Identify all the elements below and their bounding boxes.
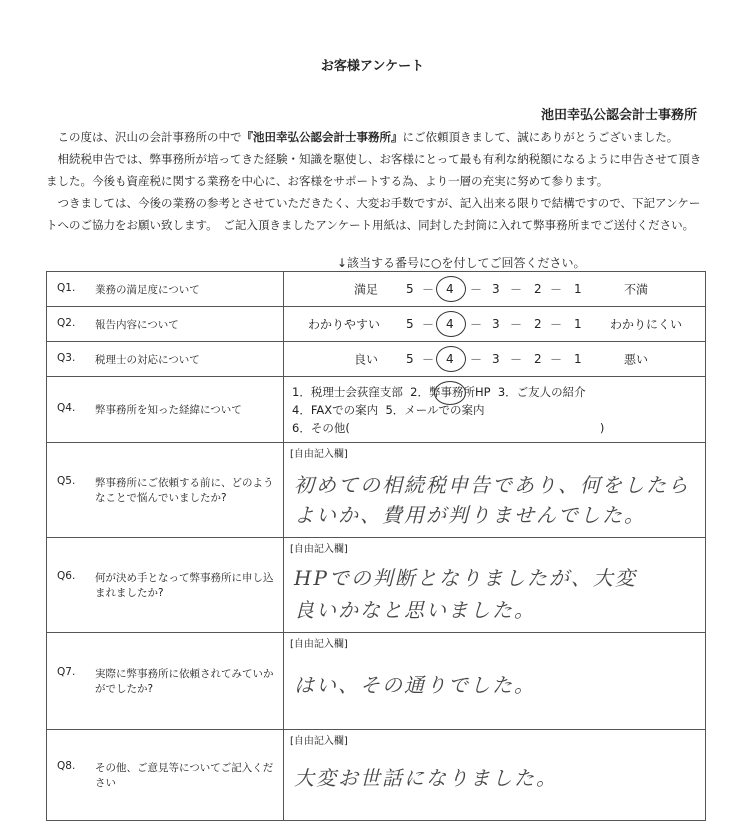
scale-option-3[interactable]: 3 [492,317,500,331]
question-row-q6 [47,538,706,633]
choice-2[interactable]: 2．弊事務所HP [410,384,491,399]
scale-left-label: わかりやすい [308,317,381,332]
question-number: Q6. [57,570,76,582]
question-number: Q2. [57,316,76,329]
scale-option-2[interactable]: 2 [534,317,542,331]
free-entry-label: [自由記入欄] [290,736,348,747]
question-label-q7 [47,633,284,730]
intro-paragraph-3: つきましては、今後の業務の参考とさせていただきたく、大変お手数ですが、記入出来る限りで結構ですので、下記アンケートへのご協力をお願い致します。 ご記入頂きましたアンケート用紙は、同封した封筒に入れて弊事務所までご送付ください。 [46,196,701,232]
answer-circle [434,381,466,405]
scale-option-4[interactable]: 4 [446,317,454,331]
choice-3[interactable]: 3．ご友人の紹介 [497,384,586,399]
scale-option-3[interactable]: 3 [492,352,500,366]
intro-p1-office: 『池田幸弘公認会計士事務所』 [241,130,403,144]
scale-option-4[interactable]: 4 [446,282,454,296]
scale-dash: － [550,317,563,332]
scale-option-4[interactable]: 4 [446,352,454,366]
free-entry-label: [自由記入欄] [290,449,348,460]
handwritten-answer-line-1: はい、その通りでした。 [294,673,536,697]
handwritten-answer-line-1: 初めての相続税申告であり、何をしたら [294,473,690,497]
office-name: 池田幸弘公認会計士事務所 [540,108,697,123]
rating-cell-q2[interactable] [284,307,706,342]
question-number: Q8. [57,760,76,772]
question-text: 弊事務所を知った経緯について [95,404,242,416]
answer-instruction: ↓該当する番号に○を付してご回答ください。 [337,256,586,270]
intro-p1-after: にご依頼頂きまして、誠にありがとうございました。 [402,130,679,144]
scale-option-2[interactable]: 2 [534,352,542,366]
answer-circle [436,276,466,302]
question-label-q6 [47,538,284,633]
question-row-q5 [47,443,706,538]
question-row-q3 [47,342,706,377]
question-text: その他、ご意見等についてご記入ください [95,762,274,789]
question-label-q2 [47,307,284,342]
scale-option-3[interactable]: 3 [492,282,500,296]
question-row-q4 [47,377,706,443]
free-entry-label: [自由記入欄] [290,639,348,650]
answer-circle [436,346,466,372]
question-label-q3 [47,342,284,377]
question-text: 弊事務所にご依頼する前に、どのようなことで悩んでいましたか? [95,477,274,504]
scale-dash: － [422,282,435,297]
scale-left-label: 満足 [354,282,379,297]
choice-5[interactable]: 5．メールでの案内 [385,402,485,417]
handwritten-answer-line-2: 良いかなと思いました。 [294,598,536,622]
scale-dash: － [550,352,563,367]
scale-option-5[interactable]: 5 [406,352,414,366]
scale-option-2[interactable]: 2 [534,282,542,296]
free-answer-cell-q6[interactable] [284,538,706,633]
question-text: 何が決め手となって弊事務所に申し込まれましたか? [95,572,274,599]
free-entry-label: [自由記入欄] [290,544,348,555]
handwritten-answer-line-1: 大変お世話になりました。 [294,766,558,790]
scale-option-1[interactable]: 1 [574,282,582,296]
scale-dash: － [470,282,483,297]
intro-text [46,126,702,236]
question-number: Q1. [57,281,76,294]
question-label-q4 [47,377,284,443]
question-row-q7 [47,633,706,730]
scale-option-5[interactable]: 5 [406,282,414,296]
scale-right-label: 悪い [624,352,649,367]
question-label-q8 [47,730,284,821]
question-number: Q7. [57,666,76,678]
intro-paragraph-2: 相続税申告では、弊事務所が培ってきた経験・知識を駆使し、お客様にとって最も有利な納税額になるように申告させて頂きました。今後も資産税に関する業務を中心に、お客様をサポートする為、より一層の充実に努めて参ります。 [46,152,702,188]
scale-right-label: わかりにくい [610,317,683,332]
survey-table [46,271,706,821]
scale-option-5[interactable]: 5 [406,317,414,331]
question-text: 実際に弊事務所に依頼されてみていかがでしたか? [95,668,274,695]
question-number: Q3. [57,351,76,364]
rating-cell-q1[interactable] [284,272,706,307]
scale-dash: － [470,317,483,332]
scale-dash: － [422,317,435,332]
choice-4[interactable]: 4．FAXでの案内 [292,402,379,417]
choice-6[interactable]: 6．その他( [292,420,350,435]
rating-cell-q3[interactable] [284,342,706,377]
answer-circle [436,311,466,337]
scale-dash: － [510,317,523,332]
scale-dash: － [510,352,523,367]
handwritten-answer-line-2: よいか、費用が判りませんでした。 [294,503,646,527]
question-label-q1 [47,272,284,307]
free-answer-cell-q8[interactable] [284,730,706,821]
question-text: 税理士の対応について [95,353,200,366]
question-number: Q5. [57,475,76,487]
scale-dash: － [470,352,483,367]
question-row-q1 [47,272,706,307]
survey-title: お客様アンケート [320,59,425,74]
intro-paragraph-1 [46,126,702,148]
handwritten-answer-line-1: HPでの判断となりましたが、大変 [294,566,637,590]
free-answer-cell-q5[interactable] [284,443,706,538]
scale-dash: － [550,282,563,297]
scale-option-1[interactable]: 1 [574,317,582,331]
question-number: Q4. [57,402,76,414]
choice-cell-q4[interactable] [284,377,706,443]
question-text: 報告内容について [95,318,179,331]
choice-6-close: ) [599,420,605,435]
free-answer-cell-q7[interactable] [284,633,706,730]
scale-dash: － [510,282,523,297]
scale-left-label: 良い [354,352,379,367]
question-label-q5 [47,443,284,538]
question-text: 業務の満足度について [95,283,200,296]
scale-option-1[interactable]: 1 [574,352,582,366]
intro-p1-before: この度は、沢山の会計事務所の中で [57,130,242,144]
question-row-q8 [47,730,706,821]
scale-right-label: 不満 [624,282,649,297]
scale-dash: － [422,352,435,367]
question-row-q2 [47,307,706,342]
choice-1[interactable]: 1．税理士会荻窪支部 [292,384,403,399]
